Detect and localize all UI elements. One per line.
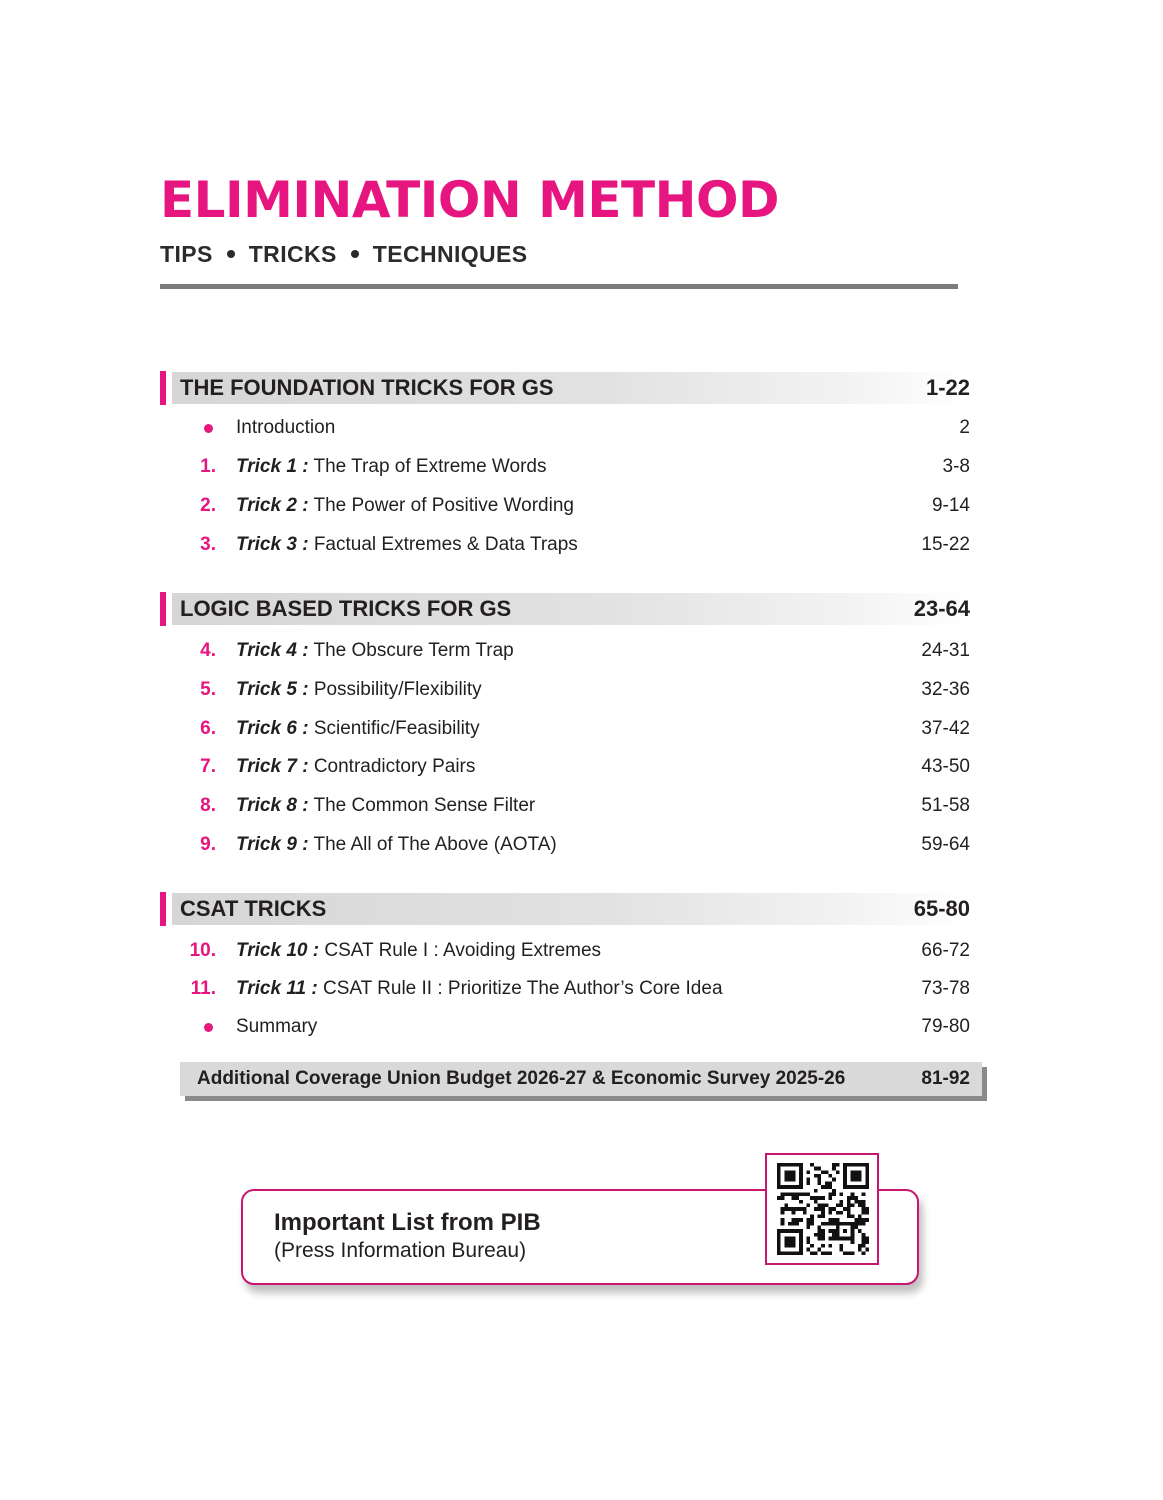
toc-entry-number: 2. — [200, 495, 216, 516]
additional-coverage-pages: 81-92 — [921, 1068, 970, 1089]
entry-title: The Common Sense Filter — [313, 795, 536, 816]
trick-label: Trick 10 : — [236, 940, 320, 961]
entry-title: CSAT Rule II : Prioritize The Author’s Core Idea — [322, 978, 723, 999]
qr-code-frame — [765, 1153, 879, 1265]
toc-row — [160, 791, 970, 821]
toc-entry-pages: 59-64 — [921, 834, 970, 855]
entry-title: Introduction — [236, 417, 336, 438]
pib-subheading: (Press Information Bureau) — [274, 1239, 527, 1262]
toc-entry-number: 4. — [200, 640, 216, 661]
toc-entry-text — [236, 675, 482, 705]
toc-entry-number: 6. — [200, 718, 216, 739]
toc-entry-text — [236, 830, 557, 860]
trick-label: Trick 11 : — [236, 978, 318, 999]
qr-code-icon — [777, 1163, 869, 1255]
entry-title: The Obscure Term Trap — [313, 640, 514, 661]
section-title: CSAT TRICKS — [180, 896, 327, 921]
toc-row — [160, 974, 970, 1004]
section-pages: 23-64 — [913, 596, 970, 621]
section-header-csat — [160, 892, 970, 926]
section-title: THE FOUNDATION TRICKS FOR GS — [180, 375, 554, 400]
subtitle-separator-dot — [227, 250, 235, 258]
subtitle-separator-dot — [351, 250, 359, 258]
toc-row — [160, 491, 970, 521]
toc-entry-pages: 51-58 — [921, 795, 970, 816]
toc-row — [160, 452, 970, 482]
toc-entry-pages: 32-36 — [921, 679, 970, 700]
toc-row — [160, 830, 970, 860]
trick-label: Trick 5 : — [236, 679, 309, 700]
page-title: ELIMINATION METHOD — [160, 171, 779, 229]
toc-row — [160, 936, 970, 966]
toc-row — [160, 675, 970, 705]
toc-entry-pages: 37-42 — [921, 718, 970, 739]
section-accent-bar — [160, 371, 166, 405]
section-accent-bar — [160, 592, 166, 626]
entry-title: The Trap of Extreme Words — [313, 456, 547, 477]
toc-entry-number: 9. — [200, 834, 216, 855]
entry-title: Possibility/Flexibility — [313, 679, 482, 700]
toc-entry-text — [236, 491, 574, 521]
toc-row — [160, 530, 970, 560]
toc-entry-number: 1. — [200, 456, 216, 477]
additional-coverage-label: Additional Coverage Union Budget 2026-27 & Economic Survey 2025-26 — [197, 1068, 846, 1089]
section-pages: 65-80 — [913, 896, 970, 921]
toc-entry-text — [236, 1012, 317, 1042]
pib-heading: Important List from PIB — [274, 1209, 541, 1236]
section-header-foundation — [160, 371, 970, 405]
entry-title: Factual Extremes & Data Traps — [313, 534, 578, 555]
toc-entry-pages: 9-14 — [931, 495, 970, 516]
toc-row — [160, 413, 970, 443]
toc-row — [160, 636, 970, 666]
entry-title: Summary — [236, 1016, 318, 1037]
toc-entry-pages: 66-72 — [921, 940, 970, 961]
trick-label: Trick 1 : — [236, 456, 309, 477]
toc-entry-text — [236, 452, 546, 482]
entry-title: CSAT Rule I : Avoiding Extremes — [324, 940, 602, 961]
section-title: LOGIC BASED TRICKS FOR GS — [180, 596, 512, 621]
toc-row — [160, 714, 970, 744]
entry-title: Scientific/Feasibility — [313, 718, 480, 739]
header-divider — [160, 284, 958, 289]
subtitle — [160, 238, 528, 270]
toc-entry-pages: 73-78 — [921, 978, 970, 999]
entry-title: Contradictory Pairs — [313, 756, 476, 777]
toc-entry-number: 11. — [190, 978, 216, 999]
entry-title: The All of The Above (AOTA) — [313, 834, 557, 855]
subtitle-tips: TIPS — [160, 240, 213, 267]
toc-entry-number: 5. — [200, 679, 216, 700]
additional-coverage-band — [180, 1062, 982, 1096]
toc-entry-text — [236, 791, 535, 821]
trick-label: Trick 3 : — [236, 534, 309, 555]
toc-entry-text — [236, 413, 335, 443]
toc-entry-text — [236, 974, 723, 1004]
entry-title: The Power of Positive Wording — [313, 495, 574, 516]
toc-entry-pages: 43-50 — [921, 756, 970, 777]
section-pages: 1-22 — [925, 375, 970, 400]
subtitle-tricks: TRICKS — [248, 240, 337, 267]
section-header-logic — [160, 592, 970, 626]
trick-label: Trick 9 : — [236, 834, 309, 855]
bullet-icon — [204, 1023, 213, 1032]
toc-row — [160, 1012, 970, 1042]
toc-entry-text — [236, 714, 480, 744]
toc-entry-number: 8. — [200, 795, 216, 816]
toc-entry-pages: 79-80 — [921, 1016, 970, 1037]
trick-label: Trick 8 : — [236, 795, 309, 816]
trick-label: Trick 4 : — [236, 640, 309, 661]
bullet-icon — [204, 424, 213, 433]
toc-entry-text — [236, 530, 578, 560]
toc-entry-number: 7. — [200, 756, 216, 777]
toc-entry-text — [236, 936, 601, 966]
toc-entry-pages: 15-22 — [921, 534, 970, 555]
toc-entry-number: 10. — [189, 940, 216, 961]
toc-entry-pages: 2 — [959, 417, 970, 438]
toc-row — [160, 752, 970, 782]
toc-entry-number: 3. — [200, 534, 216, 555]
toc-entry-text — [236, 636, 514, 666]
section-accent-bar — [160, 892, 166, 926]
toc-entry-pages: 24-31 — [921, 640, 970, 661]
toc-entry-pages: 3-8 — [942, 456, 970, 477]
subtitle-techniques: TECHNIQUES — [372, 240, 528, 267]
trick-label: Trick 2 : — [236, 495, 309, 516]
toc-entry-text — [236, 752, 475, 782]
trick-label: Trick 6 : — [236, 718, 309, 739]
trick-label: Trick 7 : — [236, 756, 309, 777]
